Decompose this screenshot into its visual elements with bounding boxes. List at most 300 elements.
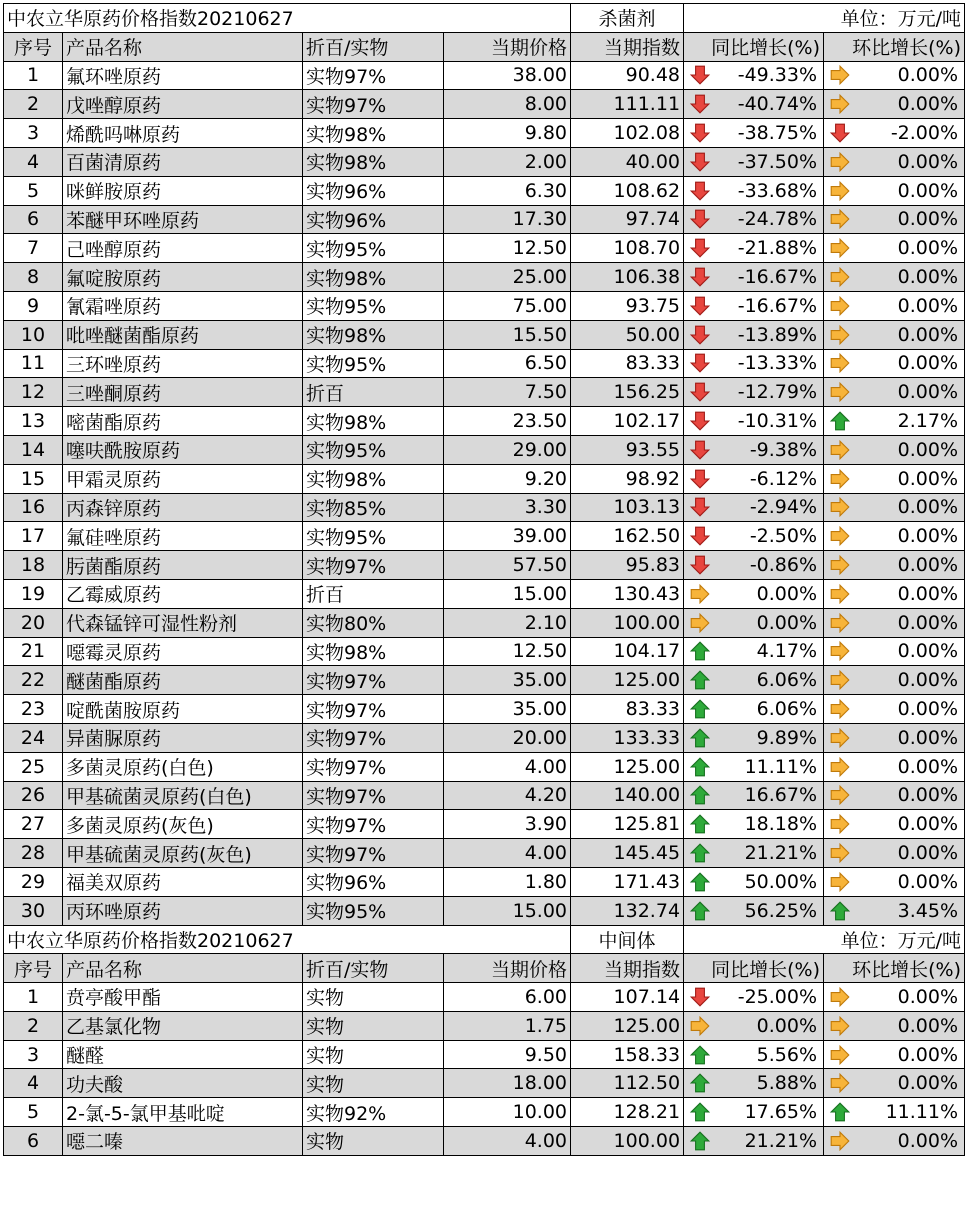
- mom-change: [824, 176, 965, 205]
- current-price: 29.00: [444, 435, 571, 464]
- current-price: 10.00: [444, 1098, 571, 1127]
- mom-change: [824, 349, 965, 378]
- column-header: 同比增长(%): [684, 954, 824, 983]
- yoy-change-value: -2.94%: [749, 496, 818, 519]
- arrow-up-icon: [689, 1072, 711, 1094]
- product-spec: 实物97%: [303, 666, 444, 695]
- mom-change-value: 2.17%: [897, 410, 959, 433]
- product-spec: 实物85%: [303, 493, 444, 522]
- mom-change-value: 0.00%: [897, 381, 959, 404]
- product-spec: 实物97%: [303, 839, 444, 868]
- arrow-up-icon: [689, 842, 711, 864]
- current-price: 1.75: [444, 1011, 571, 1040]
- row-number: 11: [4, 349, 63, 378]
- table-row: [4, 205, 965, 234]
- current-price: 7.50: [444, 378, 571, 407]
- current-price: 3.90: [444, 810, 571, 839]
- arrow-down-icon: [689, 180, 711, 202]
- yoy-change-value: 17.65%: [744, 1101, 818, 1124]
- current-index: 128.21: [571, 1098, 684, 1127]
- yoy-change: [684, 867, 824, 896]
- mom-change: [824, 1069, 965, 1098]
- yoy-change: [684, 608, 824, 637]
- row-number: 20: [4, 608, 63, 637]
- yoy-change-value: -6.12%: [749, 467, 818, 490]
- yoy-change-value: -13.33%: [737, 352, 818, 375]
- mom-change-value: 0.00%: [897, 698, 959, 721]
- yoy-change: [684, 407, 824, 436]
- current-price: 18.00: [444, 1069, 571, 1098]
- column-header: 产品名称: [63, 954, 303, 983]
- product-name: 苯醚甲环唑原药: [63, 205, 303, 234]
- arrow-right-icon: [829, 1130, 851, 1152]
- column-header: 环比增长(%): [824, 32, 965, 61]
- yoy-change: [684, 493, 824, 522]
- row-number: 5: [4, 176, 63, 205]
- yoy-change: [684, 263, 824, 292]
- table-row: [4, 291, 965, 320]
- arrow-right-icon: [829, 352, 851, 374]
- product-name: 噻呋酰胺原药: [63, 435, 303, 464]
- mom-change-value: 0.00%: [897, 467, 959, 490]
- column-header-row: [4, 32, 965, 61]
- yoy-change: [684, 90, 824, 119]
- row-number: 22: [4, 666, 63, 695]
- product-spec: 实物97%: [303, 61, 444, 90]
- product-spec: 实物98%: [303, 407, 444, 436]
- unit-label: 单位：万元/吨: [684, 4, 965, 33]
- table-row: [4, 119, 965, 148]
- current-index: 106.38: [571, 263, 684, 292]
- yoy-change-value: -13.89%: [737, 323, 818, 346]
- current-price: 35.00: [444, 695, 571, 724]
- product-spec: 实物98%: [303, 320, 444, 349]
- product-name: 乙基氯化物: [63, 1011, 303, 1040]
- table-row: [4, 839, 965, 868]
- row-number: 16: [4, 493, 63, 522]
- mom-change-value: 0.00%: [897, 640, 959, 663]
- row-number: 2: [4, 1011, 63, 1040]
- mom-change: [824, 983, 965, 1012]
- row-number: 1: [4, 61, 63, 90]
- table-row: [4, 983, 965, 1012]
- product-name: 丙森锌原药: [63, 493, 303, 522]
- arrow-right-icon: [829, 525, 851, 547]
- mom-change-value: 0.00%: [897, 237, 959, 260]
- mom-change-value: 0.00%: [897, 726, 959, 749]
- table-row: [4, 435, 965, 464]
- current-index: 112.50: [571, 1069, 684, 1098]
- current-price: 2.10: [444, 608, 571, 637]
- arrow-right-icon: [829, 727, 851, 749]
- table-row: [4, 1127, 965, 1156]
- current-price: 25.00: [444, 263, 571, 292]
- product-name: 三环唑原药: [63, 349, 303, 378]
- table-row: [4, 176, 965, 205]
- mom-change: [824, 839, 965, 868]
- product-name: 甲基硫菌灵原药(灰色): [63, 839, 303, 868]
- row-number: 30: [4, 896, 63, 925]
- mom-change-value: 0.00%: [897, 179, 959, 202]
- current-price: 9.20: [444, 464, 571, 493]
- arrow-up-icon: [689, 900, 711, 922]
- mom-change-value: 0.00%: [897, 1129, 959, 1152]
- product-spec: 实物98%: [303, 464, 444, 493]
- row-number: 3: [4, 119, 63, 148]
- arrow-up-icon: [689, 1044, 711, 1066]
- arrow-right-icon: [829, 698, 851, 720]
- yoy-change-value: 5.88%: [756, 1072, 818, 1095]
- mom-change-value: 0.00%: [897, 93, 959, 116]
- product-name: 丙环唑原药: [63, 896, 303, 925]
- yoy-change-value: -10.31%: [737, 410, 818, 433]
- product-spec: 实物97%: [303, 551, 444, 580]
- yoy-change: [684, 896, 824, 925]
- row-number: 17: [4, 522, 63, 551]
- table-row: [4, 320, 965, 349]
- product-spec: 实物: [303, 1127, 444, 1156]
- mom-change: [824, 119, 965, 148]
- mom-change: [824, 723, 965, 752]
- table-row: [4, 666, 965, 695]
- arrow-right-icon: [829, 237, 851, 259]
- mom-change: [824, 522, 965, 551]
- yoy-change: [684, 810, 824, 839]
- current-price: 35.00: [444, 666, 571, 695]
- arrow-right-icon: [829, 496, 851, 518]
- current-index: 90.48: [571, 61, 684, 90]
- row-number: 6: [4, 1127, 63, 1156]
- row-number: 7: [4, 234, 63, 263]
- product-name: 醚菌酯原药: [63, 666, 303, 695]
- table-row: [4, 407, 965, 436]
- arrow-right-icon: [829, 756, 851, 778]
- row-number: 4: [4, 147, 63, 176]
- product-spec: 实物98%: [303, 263, 444, 292]
- current-index: 93.55: [571, 435, 684, 464]
- table-row: [4, 1069, 965, 1098]
- mom-change: [824, 695, 965, 724]
- row-number: 27: [4, 810, 63, 839]
- column-header: 产品名称: [63, 32, 303, 61]
- arrow-down-icon: [689, 324, 711, 346]
- table-row: [4, 579, 965, 608]
- arrow-up-icon: [689, 756, 711, 778]
- current-price: 2.00: [444, 147, 571, 176]
- mom-change: [824, 867, 965, 896]
- arrow-down-icon: [689, 237, 711, 259]
- mom-change-value: 0.00%: [897, 842, 959, 864]
- arrow-right-icon: [829, 439, 851, 461]
- product-spec: 实物98%: [303, 119, 444, 148]
- mom-change: [824, 291, 965, 320]
- column-header: 折百/实物: [303, 954, 444, 983]
- arrow-right-icon: [689, 583, 711, 605]
- current-index: 111.11: [571, 90, 684, 119]
- arrow-down-icon: [689, 295, 711, 317]
- row-number: 3: [4, 1040, 63, 1069]
- product-name: 氟环唑原药: [63, 61, 303, 90]
- product-spec: 实物96%: [303, 867, 444, 896]
- yoy-change-value: 16.67%: [744, 784, 818, 807]
- table-row: [4, 608, 965, 637]
- mom-change-value: 0.00%: [897, 611, 959, 634]
- product-name: 肟菌酯原药: [63, 551, 303, 580]
- arrow-right-icon: [829, 669, 851, 691]
- yoy-change: [684, 147, 824, 176]
- mom-change: [824, 1040, 965, 1069]
- arrow-right-icon: [829, 324, 851, 346]
- current-index: 125.00: [571, 752, 684, 781]
- current-index: 104.17: [571, 637, 684, 666]
- yoy-change-value: 6.06%: [756, 669, 818, 692]
- row-number: 15: [4, 464, 63, 493]
- mom-change-value: 0.00%: [897, 64, 959, 87]
- current-price: 12.50: [444, 234, 571, 263]
- yoy-change-value: -24.78%: [737, 208, 818, 231]
- product-name: 多菌灵原药(灰色): [63, 810, 303, 839]
- current-price: 6.30: [444, 176, 571, 205]
- yoy-change: [684, 637, 824, 666]
- yoy-change: [684, 205, 824, 234]
- column-header: 同比增长(%): [684, 32, 824, 61]
- column-header: 当期价格: [444, 32, 571, 61]
- yoy-change-value: -38.75%: [737, 122, 818, 145]
- product-name: 百菌清原药: [63, 147, 303, 176]
- table-row: [4, 61, 965, 90]
- mom-change: [824, 435, 965, 464]
- mom-change: [824, 493, 965, 522]
- current-index: 103.13: [571, 493, 684, 522]
- yoy-change: [684, 378, 824, 407]
- current-price: 75.00: [444, 291, 571, 320]
- arrow-right-icon: [829, 871, 851, 893]
- mom-change: [824, 1098, 965, 1127]
- arrow-right-icon: [829, 208, 851, 230]
- mom-change: [824, 608, 965, 637]
- arrow-down-icon: [689, 352, 711, 374]
- mom-change: [824, 90, 965, 119]
- product-spec: 实物: [303, 983, 444, 1012]
- product-spec: 实物92%: [303, 1098, 444, 1127]
- current-index: 93.75: [571, 291, 684, 320]
- current-price: 4.00: [444, 839, 571, 868]
- arrow-right-icon: [829, 583, 851, 605]
- column-header: 当期指数: [571, 954, 684, 983]
- unit-label: 单位：万元/吨: [684, 925, 965, 954]
- row-number: 5: [4, 1098, 63, 1127]
- current-price: 15.00: [444, 896, 571, 925]
- table-row: [4, 147, 965, 176]
- yoy-change: [684, 1040, 824, 1069]
- arrow-down-icon: [689, 122, 711, 144]
- column-header: 折百/实物: [303, 32, 444, 61]
- current-price: 15.00: [444, 579, 571, 608]
- product-name: 功夫酸: [63, 1069, 303, 1098]
- arrow-right-icon: [829, 151, 851, 173]
- yoy-change: [684, 349, 824, 378]
- current-price: 6.50: [444, 349, 571, 378]
- yoy-change: [684, 61, 824, 90]
- mom-change: [824, 1011, 965, 1040]
- current-price: 3.30: [444, 493, 571, 522]
- product-spec: 实物: [303, 1040, 444, 1069]
- current-index: 50.00: [571, 320, 684, 349]
- current-price: 9.80: [444, 119, 571, 148]
- mom-change-value: 0.00%: [897, 985, 959, 1008]
- yoy-change-value: 50.00%: [744, 870, 818, 893]
- current-index: 98.92: [571, 464, 684, 493]
- product-spec: 折百: [303, 378, 444, 407]
- arrow-down-icon: [829, 122, 851, 144]
- product-spec: 实物95%: [303, 349, 444, 378]
- yoy-change-value: -12.79%: [737, 381, 818, 404]
- sheet-title: 中农立华原药价格指数20210627: [4, 925, 571, 954]
- mom-change: [824, 378, 965, 407]
- mom-change-value: 0.00%: [897, 870, 959, 893]
- arrow-right-icon: [829, 295, 851, 317]
- yoy-change-value: 0.00%: [756, 1014, 818, 1037]
- product-spec: 实物96%: [303, 176, 444, 205]
- current-index: 102.08: [571, 119, 684, 148]
- product-name: 嘧菌酯原药: [63, 407, 303, 436]
- table-row: [4, 1098, 965, 1127]
- arrow-right-icon: [829, 180, 851, 202]
- row-number: 1: [4, 983, 63, 1012]
- arrow-down-icon: [689, 525, 711, 547]
- product-name: 2-氯-5-氯甲基吡啶: [63, 1098, 303, 1127]
- product-spec: 实物: [303, 1069, 444, 1098]
- yoy-change-value: 0.00%: [756, 611, 818, 634]
- yoy-change-value: -0.86%: [749, 554, 818, 577]
- product-name: 啶酰菌胺原药: [63, 695, 303, 724]
- row-number: 18: [4, 551, 63, 580]
- current-price: 8.00: [444, 90, 571, 119]
- mom-change-value: 0.00%: [897, 784, 959, 807]
- table-row: [4, 464, 965, 493]
- yoy-change: [684, 983, 824, 1012]
- column-header: 序号: [4, 32, 63, 61]
- arrow-right-icon: [829, 1015, 851, 1037]
- table-row: [4, 234, 965, 263]
- mom-change-value: 0.00%: [897, 323, 959, 346]
- yoy-change: [684, 291, 824, 320]
- yoy-change: [684, 781, 824, 810]
- row-number: 6: [4, 205, 63, 234]
- arrow-down-icon: [689, 468, 711, 490]
- category-label: 杀菌剂: [571, 4, 684, 33]
- yoy-change: [684, 119, 824, 148]
- yoy-change: [684, 1098, 824, 1127]
- product-name: 贲亭酸甲酯: [63, 983, 303, 1012]
- arrow-down-icon: [689, 208, 711, 230]
- table-row: [4, 1040, 965, 1069]
- current-index: 130.43: [571, 579, 684, 608]
- mom-change: [824, 781, 965, 810]
- arrow-up-icon: [689, 669, 711, 691]
- mom-change-value: 0.00%: [897, 352, 959, 375]
- arrow-right-icon: [829, 64, 851, 86]
- current-index: 100.00: [571, 1127, 684, 1156]
- sheet-title: 中农立华原药价格指数20210627: [4, 4, 571, 33]
- arrow-right-icon: [829, 93, 851, 115]
- row-number: 29: [4, 867, 63, 896]
- arrow-down-icon: [689, 64, 711, 86]
- arrow-up-icon: [689, 784, 711, 806]
- row-number: 25: [4, 752, 63, 781]
- product-name: 甲霜灵原药: [63, 464, 303, 493]
- product-spec: 实物95%: [303, 435, 444, 464]
- product-name: 氟啶胺原药: [63, 263, 303, 292]
- arrow-up-icon: [689, 698, 711, 720]
- arrow-up-icon: [689, 813, 711, 835]
- product-name: 氟硅唑原药: [63, 522, 303, 551]
- yoy-change-value: 11.11%: [744, 755, 818, 778]
- yoy-change: [684, 320, 824, 349]
- table-row: [4, 378, 965, 407]
- mom-change-value: 0.00%: [897, 1014, 959, 1037]
- row-number: 8: [4, 263, 63, 292]
- current-price: 1.80: [444, 867, 571, 896]
- current-index: 158.33: [571, 1040, 684, 1069]
- table-row: [4, 551, 965, 580]
- current-index: 107.14: [571, 983, 684, 1012]
- product-name: 多菌灵原药(白色): [63, 752, 303, 781]
- current-price: 4.00: [444, 752, 571, 781]
- yoy-change: [684, 695, 824, 724]
- current-price: 23.50: [444, 407, 571, 436]
- yoy-change-value: -33.68%: [737, 179, 818, 202]
- product-spec: 实物97%: [303, 810, 444, 839]
- arrow-up-icon: [829, 900, 851, 922]
- table-row: [4, 349, 965, 378]
- arrow-right-icon: [829, 986, 851, 1008]
- product-name: 甲基硫菌灵原药(白色): [63, 781, 303, 810]
- row-number: 9: [4, 291, 63, 320]
- current-index: 125.00: [571, 1011, 684, 1040]
- mom-change: [824, 61, 965, 90]
- mom-change-value: 0.00%: [897, 496, 959, 519]
- current-price: 4.00: [444, 1127, 571, 1156]
- yoy-change-value: 18.18%: [744, 813, 818, 836]
- current-price: 38.00: [444, 61, 571, 90]
- table-row: [4, 867, 965, 896]
- product-name: 噁二嗪: [63, 1127, 303, 1156]
- current-index: 156.25: [571, 378, 684, 407]
- product-name: 烯酰吗啉原药: [63, 119, 303, 148]
- mom-change-value: 0.00%: [897, 813, 959, 836]
- yoy-change-value: 0.00%: [756, 582, 818, 605]
- arrow-down-icon: [689, 986, 711, 1008]
- yoy-change-value: 4.17%: [756, 640, 818, 663]
- mom-change-value: -2.00%: [890, 122, 959, 145]
- product-name: 异菌脲原药: [63, 723, 303, 752]
- current-index: 83.33: [571, 695, 684, 724]
- arrow-right-icon: [829, 381, 851, 403]
- mom-change-value: 0.00%: [897, 582, 959, 605]
- current-index: 125.00: [571, 666, 684, 695]
- current-index: 108.70: [571, 234, 684, 263]
- mom-change: [824, 263, 965, 292]
- mom-change: [824, 579, 965, 608]
- yoy-change-value: -49.33%: [737, 64, 818, 87]
- product-spec: 实物95%: [303, 896, 444, 925]
- mom-change: [824, 810, 965, 839]
- table-row: [4, 695, 965, 724]
- table-row: [4, 752, 965, 781]
- arrow-up-icon: [689, 727, 711, 749]
- mom-change-value: 0.00%: [897, 1043, 959, 1066]
